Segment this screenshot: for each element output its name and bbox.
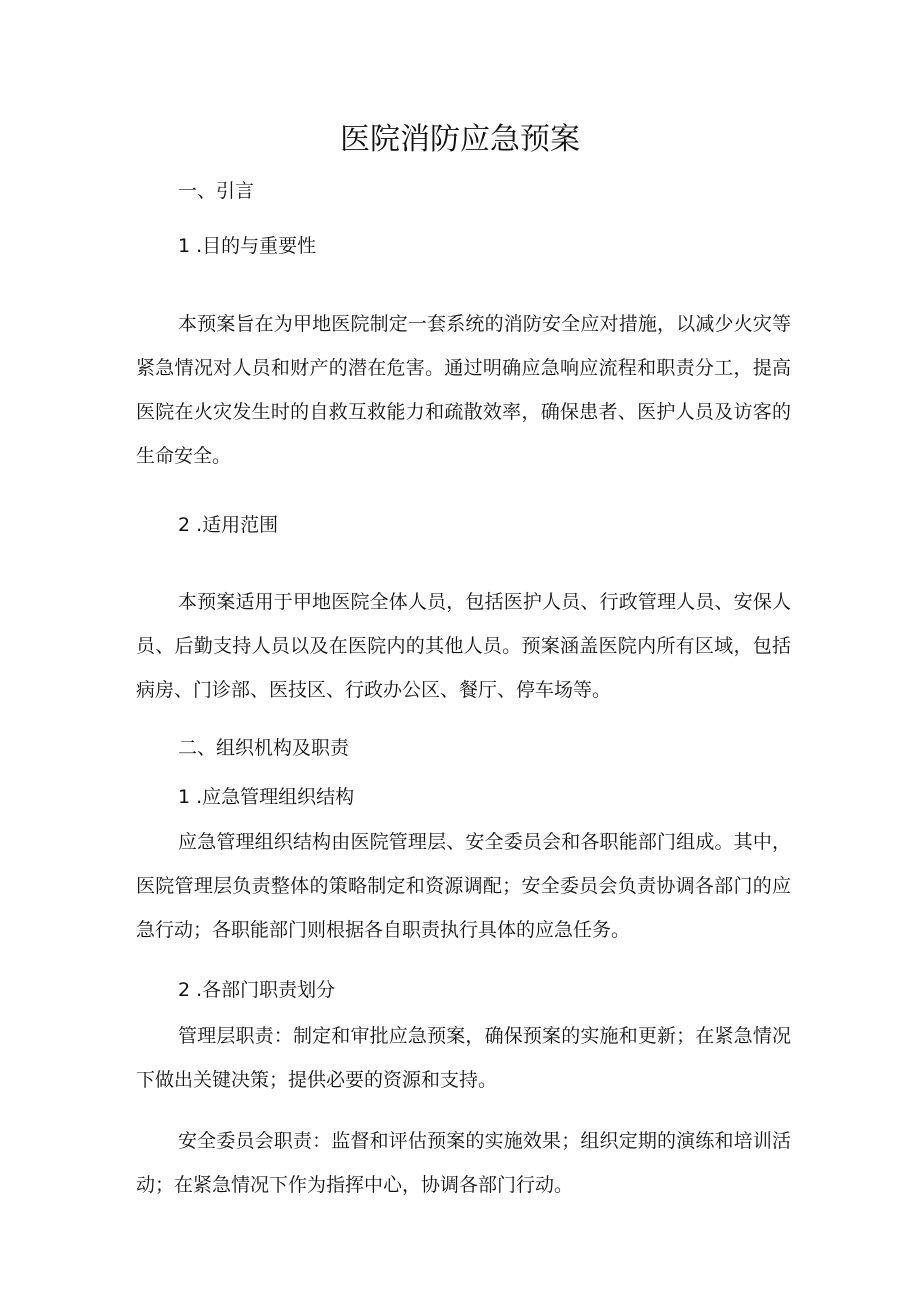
document-title: 医院消防应急预案: [340, 122, 580, 157]
paragraph-org-structure: 应急管理组织结构由医院管理层、安全委员会和各职能部门组成。其中，医院管理层负责整体的策略制定和资源调配；安全委员会负责协调各部门的应急行动；各职能部门则根据各自职责执行具体的应急任务。: [136, 831, 791, 941]
section-heading-organization: 二、组织机构及职责: [178, 737, 350, 759]
paragraph-scope: 本预案适用于甲地医院全体人员，包括医护人员、行政管理人员、安保人员、后勤支持人员以及在医院内的其他人员。预案涵盖医院内所有区域，包括病房、门诊部、医技区、行政办公区、餐厅、停车场等。: [136, 591, 791, 701]
subheading-purpose: 1 .目的与重要性: [178, 235, 317, 257]
paragraph-safety-committee-duties: 安全委员会职责：监督和评估预案的实施效果；组织定期的演练和培训活动；在紧急情况下作为指挥中心，协调各部门行动。: [136, 1130, 791, 1196]
paragraph-purpose: 本预案旨在为甲地医院制定一套系统的消防安全应对措施，以减少火灾等紧急情况对人员和财产的潜在危害。通过明确应急响应流程和职责分工，提高医院在火灾发生时的自救互救能力和疏散效率，确保患者、医护人员及访客的生命安全。: [136, 313, 791, 467]
subheading-org-structure: 1 .应急管理组织结构: [178, 786, 355, 808]
subheading-scope: 2 .适用范围: [178, 514, 279, 536]
subheading-dept-duties: 2 .各部门职责划分: [178, 979, 336, 1001]
paragraph-management-duties: 管理层职责：制定和审批应急预案，确保预案的实施和更新；在紧急情况下做出关键决策；提供必要的资源和支持。: [136, 1025, 791, 1091]
section-heading-intro: 一、引言: [178, 180, 255, 202]
